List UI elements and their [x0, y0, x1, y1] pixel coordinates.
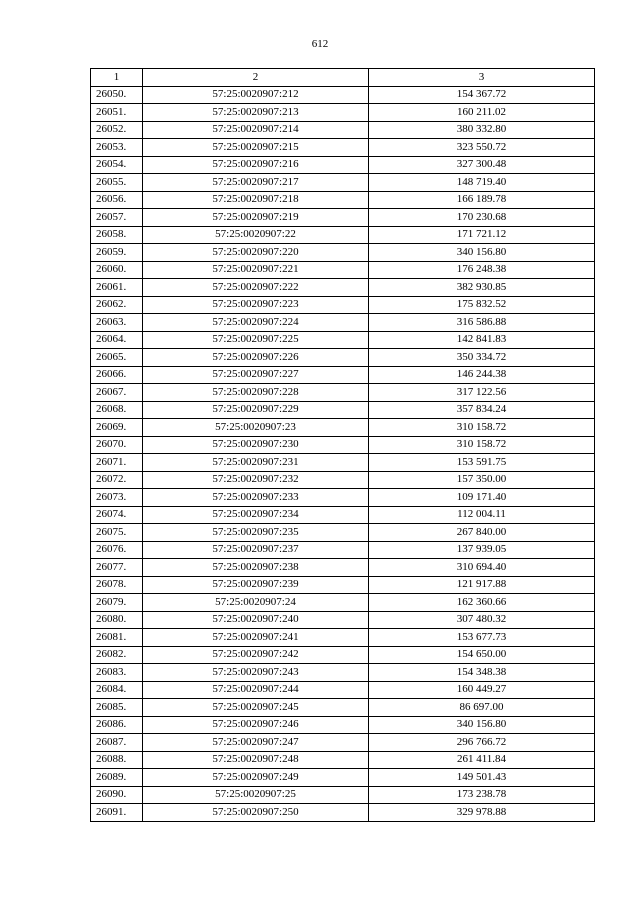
- row-number-cell: 26051.: [91, 104, 143, 122]
- row-number-cell: 26069.: [91, 419, 143, 437]
- cadastral-value-cell: 137 939.05: [369, 541, 595, 559]
- table-row: [91, 576, 595, 594]
- cadastral-value-cell: 296 766.72: [369, 734, 595, 752]
- cadastral-number-cell: 57:25:0020907:243: [143, 664, 369, 682]
- cadastral-number-cell: 57:25:0020907:227: [143, 366, 369, 384]
- cadastral-number-cell: 57:25:0020907:229: [143, 401, 369, 419]
- cadastral-number-cell: 57:25:0020907:23: [143, 419, 369, 437]
- cadastral-value-cell: 329 978.88: [369, 804, 595, 822]
- cadastral-number-cell: 57:25:0020907:223: [143, 296, 369, 314]
- cadastral-value-cell: 310 694.40: [369, 559, 595, 577]
- cadastral-value-cell: 310 158.72: [369, 436, 595, 454]
- row-number-cell: 26063.: [91, 314, 143, 332]
- cadastral-number-cell: 57:25:0020907:228: [143, 384, 369, 402]
- row-number-cell: 26067.: [91, 384, 143, 402]
- cadastral-number-cell: 57:25:0020907:217: [143, 174, 369, 192]
- table-row: [91, 804, 595, 822]
- row-number-cell: 26055.: [91, 174, 143, 192]
- cadastral-number-cell: 57:25:0020907:220: [143, 244, 369, 262]
- table-row: [91, 664, 595, 682]
- row-number-cell: 26071.: [91, 454, 143, 472]
- cadastral-value-cell: 316 586.88: [369, 314, 595, 332]
- cadastral-number-cell: 57:25:0020907:214: [143, 121, 369, 139]
- cadastral-value-cell: 153 591.75: [369, 454, 595, 472]
- cadastral-number-cell: 57:25:0020907:234: [143, 506, 369, 524]
- cadastral-number-cell: 57:25:0020907:239: [143, 576, 369, 594]
- cadastral-number-cell: 57:25:0020907:232: [143, 471, 369, 489]
- cadastral-number-cell: 57:25:0020907:238: [143, 559, 369, 577]
- cadastral-number-cell: 57:25:0020907:221: [143, 261, 369, 279]
- row-number-cell: 26062.: [91, 296, 143, 314]
- cadastral-value-cell: 154 367.72: [369, 86, 595, 104]
- table-row: [91, 471, 595, 489]
- cadastral-value-cell: 357 834.24: [369, 401, 595, 419]
- row-number-cell: 26085.: [91, 699, 143, 717]
- table-row: [91, 646, 595, 664]
- row-number-cell: 26060.: [91, 261, 143, 279]
- table-row: [91, 541, 595, 559]
- table-row: [91, 629, 595, 647]
- cadastral-number-cell: 57:25:0020907:240: [143, 611, 369, 629]
- cadastral-number-cell: 57:25:0020907:233: [143, 489, 369, 507]
- row-number-cell: 26073.: [91, 489, 143, 507]
- table-row: [91, 524, 595, 542]
- cadastral-number-cell: 57:25:0020907:245: [143, 699, 369, 717]
- row-number-cell: 26090.: [91, 786, 143, 804]
- table-row: [91, 86, 595, 104]
- row-number-cell: 26056.: [91, 191, 143, 209]
- table-row: [91, 751, 595, 769]
- row-number-cell: 26079.: [91, 594, 143, 612]
- cadastral-value-cell: 162 360.66: [369, 594, 595, 612]
- table-row: [91, 699, 595, 717]
- cadastral-number-cell: 57:25:0020907:216: [143, 156, 369, 174]
- row-number-cell: 26057.: [91, 209, 143, 227]
- row-number-cell: 26088.: [91, 751, 143, 769]
- row-number-cell: 26058.: [91, 226, 143, 244]
- table-row: [91, 506, 595, 524]
- cadastral-value-cell: 154 348.38: [369, 664, 595, 682]
- cadastral-number-cell: 57:25:0020907:246: [143, 716, 369, 734]
- cadastral-number-cell: 57:25:0020907:230: [143, 436, 369, 454]
- row-number-cell: 26078.: [91, 576, 143, 594]
- cadastral-number-cell: 57:25:0020907:219: [143, 209, 369, 227]
- table-row: [91, 734, 595, 752]
- table-row: [91, 104, 595, 122]
- column-header-3: 3: [369, 69, 595, 87]
- row-number-cell: 26065.: [91, 349, 143, 367]
- table-row: [91, 314, 595, 332]
- row-number-cell: 26066.: [91, 366, 143, 384]
- table-row: [91, 296, 595, 314]
- cadastral-number-cell: 57:25:0020907:248: [143, 751, 369, 769]
- table-row: [91, 174, 595, 192]
- table-row: [91, 156, 595, 174]
- table-row: [91, 349, 595, 367]
- cadastral-number-cell: 57:25:0020907:215: [143, 139, 369, 157]
- row-number-cell: 26053.: [91, 139, 143, 157]
- row-number-cell: 26052.: [91, 121, 143, 139]
- table-row: [91, 611, 595, 629]
- row-number-cell: 26083.: [91, 664, 143, 682]
- cadastral-value-cell: 261 411.84: [369, 751, 595, 769]
- cadastral-number-cell: 57:25:0020907:244: [143, 681, 369, 699]
- cadastral-number-cell: 57:25:0020907:218: [143, 191, 369, 209]
- row-number-cell: 26077.: [91, 559, 143, 577]
- cadastral-number-cell: 57:25:0020907:241: [143, 629, 369, 647]
- table-row: [91, 279, 595, 297]
- cadastral-value-cell: 160 211.02: [369, 104, 595, 122]
- page-number: 612: [311, 38, 329, 50]
- cadastral-value-cell: 380 332.80: [369, 121, 595, 139]
- table-row: [91, 401, 595, 419]
- cadastral-number-cell: 57:25:0020907:235: [143, 524, 369, 542]
- row-number-cell: 26072.: [91, 471, 143, 489]
- table-row: [91, 436, 595, 454]
- cadastral-number-cell: 57:25:0020907:225: [143, 331, 369, 349]
- row-number-cell: 26076.: [91, 541, 143, 559]
- table-row: [91, 139, 595, 157]
- cadastral-number-cell: 57:25:0020907:226: [143, 349, 369, 367]
- row-number-cell: 26084.: [91, 681, 143, 699]
- table-row: [91, 769, 595, 787]
- cadastral-number-cell: 57:25:0020907:247: [143, 734, 369, 752]
- cadastral-value-cell: 153 677.73: [369, 629, 595, 647]
- cadastral-value-cell: 307 480.32: [369, 611, 595, 629]
- cadastral-number-cell: 57:25:0020907:213: [143, 104, 369, 122]
- row-number-cell: 26091.: [91, 804, 143, 822]
- table-header-row: [91, 69, 595, 87]
- table-row: [91, 244, 595, 262]
- cadastral-value-cell: 171 721.12: [369, 226, 595, 244]
- row-number-cell: 26089.: [91, 769, 143, 787]
- row-number-cell: 26074.: [91, 506, 143, 524]
- cadastral-number-cell: 57:25:0020907:25: [143, 786, 369, 804]
- row-number-cell: 26081.: [91, 629, 143, 647]
- cadastral-value-cell: 157 350.00: [369, 471, 595, 489]
- table-row: [91, 786, 595, 804]
- cadastral-number-cell: 57:25:0020907:237: [143, 541, 369, 559]
- table-row: [91, 261, 595, 279]
- table-row: [91, 489, 595, 507]
- cadastral-value-table: [90, 68, 595, 822]
- cadastral-value-cell: 154 650.00: [369, 646, 595, 664]
- cadastral-value-cell: 350 334.72: [369, 349, 595, 367]
- cadastral-number-cell: 57:25:0020907:222: [143, 279, 369, 297]
- table-row: [91, 454, 595, 472]
- table-row: [91, 559, 595, 577]
- row-number-cell: 26061.: [91, 279, 143, 297]
- cadastral-value-cell: 149 501.43: [369, 769, 595, 787]
- column-header-2: 2: [143, 69, 369, 87]
- row-number-cell: 26087.: [91, 734, 143, 752]
- cadastral-value-cell: 323 550.72: [369, 139, 595, 157]
- table-row: [91, 191, 595, 209]
- table-row: [91, 419, 595, 437]
- cadastral-value-cell: 146 244.38: [369, 366, 595, 384]
- table-row: [91, 716, 595, 734]
- cadastral-value-cell: 170 230.68: [369, 209, 595, 227]
- cadastral-value-cell: 166 189.78: [369, 191, 595, 209]
- cadastral-value-cell: 173 238.78: [369, 786, 595, 804]
- table-row: [91, 366, 595, 384]
- cadastral-value-cell: 340 156.80: [369, 244, 595, 262]
- cadastral-value-cell: 148 719.40: [369, 174, 595, 192]
- cadastral-number-cell: 57:25:0020907:212: [143, 86, 369, 104]
- row-number-cell: 26064.: [91, 331, 143, 349]
- row-number-cell: 26059.: [91, 244, 143, 262]
- cadastral-number-cell: 57:25:0020907:224: [143, 314, 369, 332]
- table-row: [91, 209, 595, 227]
- cadastral-number-cell: 57:25:0020907:249: [143, 769, 369, 787]
- cadastral-value-cell: 176 248.38: [369, 261, 595, 279]
- cadastral-number-cell: 57:25:0020907:242: [143, 646, 369, 664]
- cadastral-value-cell: 317 122.56: [369, 384, 595, 402]
- row-number-cell: 26080.: [91, 611, 143, 629]
- cadastral-number-cell: 57:25:0020907:250: [143, 804, 369, 822]
- row-number-cell: 26070.: [91, 436, 143, 454]
- cadastral-number-cell: 57:25:0020907:24: [143, 594, 369, 612]
- cadastral-value-cell: 175 832.52: [369, 296, 595, 314]
- row-number-cell: 26054.: [91, 156, 143, 174]
- row-number-cell: 26068.: [91, 401, 143, 419]
- cadastral-value-cell: 382 930.85: [369, 279, 595, 297]
- cadastral-value-cell: 267 840.00: [369, 524, 595, 542]
- row-number-cell: 26075.: [91, 524, 143, 542]
- row-number-cell: 26086.: [91, 716, 143, 734]
- cadastral-value-cell: 109 171.40: [369, 489, 595, 507]
- cadastral-value-cell: 112 004.11: [369, 506, 595, 524]
- table-row: [91, 594, 595, 612]
- cadastral-value-cell: 142 841.83: [369, 331, 595, 349]
- table-row: [91, 226, 595, 244]
- table-row: [91, 331, 595, 349]
- row-number-cell: 26050.: [91, 86, 143, 104]
- table-row: [91, 681, 595, 699]
- row-number-cell: 26082.: [91, 646, 143, 664]
- cadastral-number-cell: 57:25:0020907:22: [143, 226, 369, 244]
- cadastral-value-cell: 160 449.27: [369, 681, 595, 699]
- cadastral-value-cell: 310 158.72: [369, 419, 595, 437]
- column-header-1: 1: [91, 69, 143, 87]
- cadastral-value-cell: 340 156.80: [369, 716, 595, 734]
- cadastral-value-cell: 327 300.48: [369, 156, 595, 174]
- cadastral-number-cell: 57:25:0020907:231: [143, 454, 369, 472]
- cadastral-value-cell: 86 697.00: [369, 699, 595, 717]
- cadastral-value-cell: 121 917.88: [369, 576, 595, 594]
- table-row: [91, 121, 595, 139]
- table-row: [91, 384, 595, 402]
